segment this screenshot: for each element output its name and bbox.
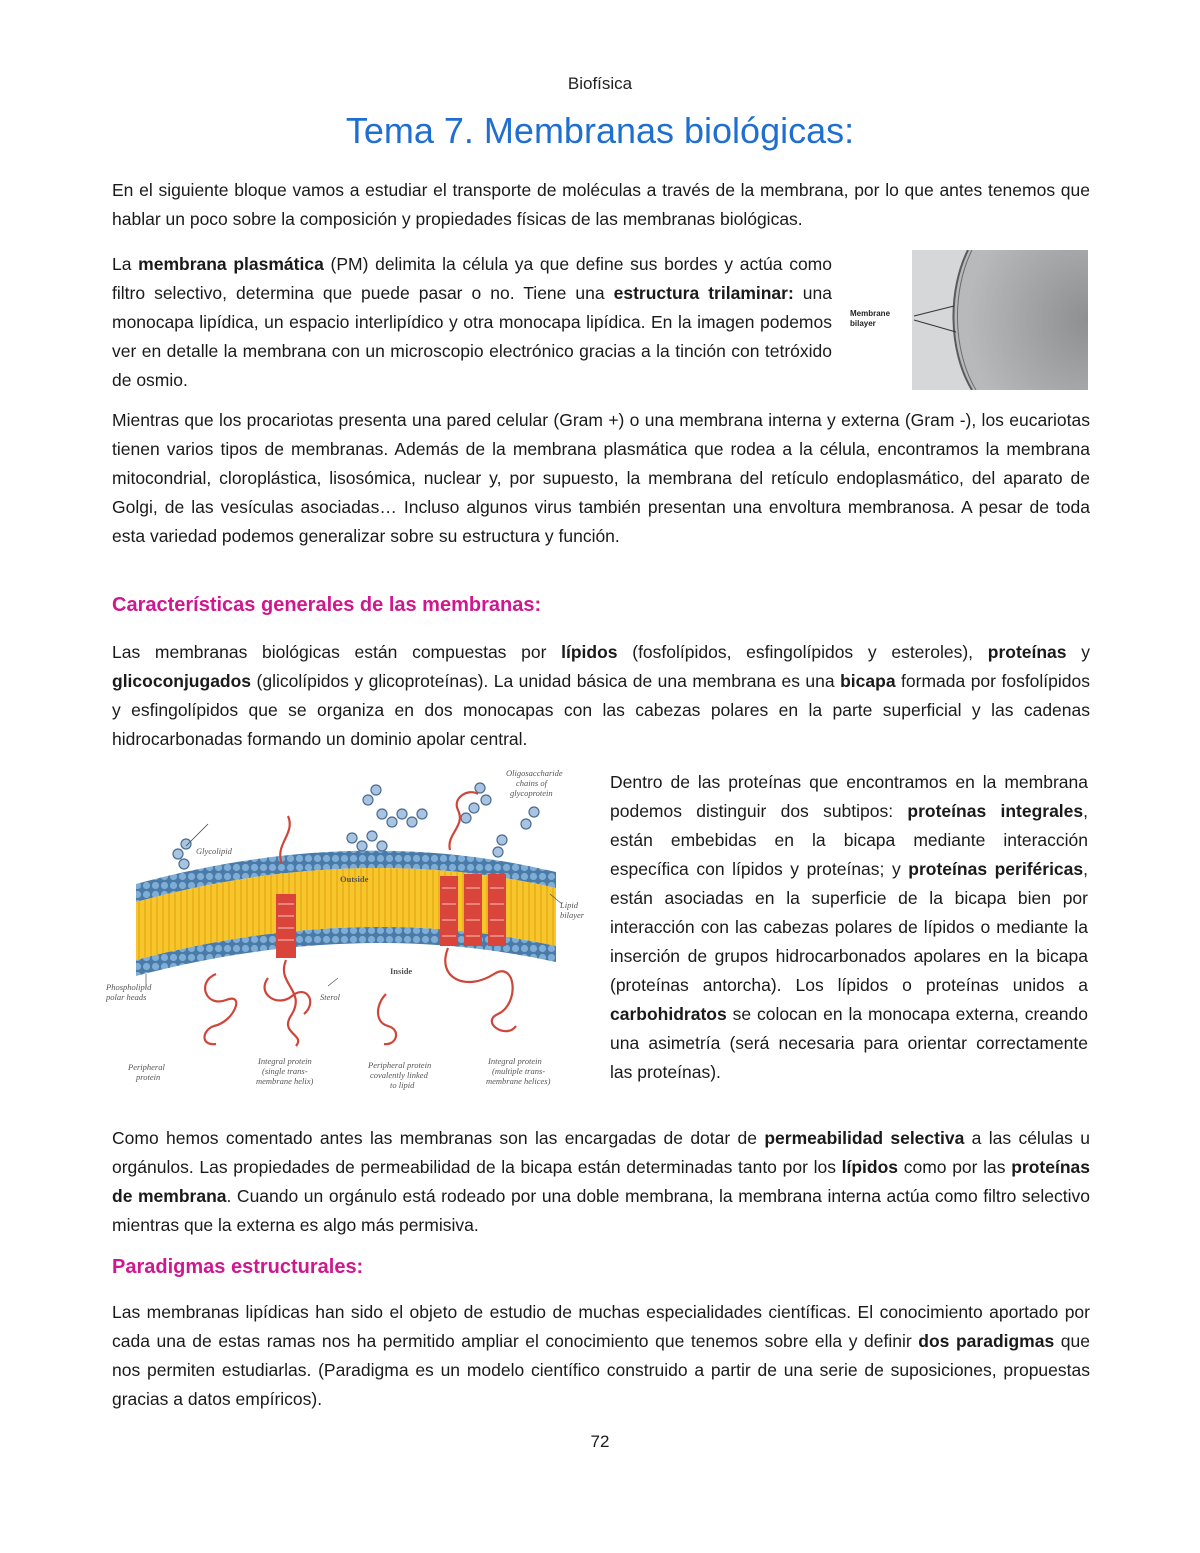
bold-term: glicoconjugados <box>112 671 252 691</box>
diagram-label: Integral protein <box>488 1056 542 1066</box>
bold-term: carbohidratos <box>610 1004 727 1024</box>
diagram-label: Inside <box>390 966 413 976</box>
section-heading: Paradigmas estructurales: <box>112 1256 364 1278</box>
diagram-label: bilayer <box>560 910 585 920</box>
diagram-label: (multiple trans- <box>492 1066 546 1076</box>
diagram-label: chains of <box>516 778 547 788</box>
page-title: Tema 7. Membranas biológicas: <box>345 110 855 151</box>
bold-term: permeabilidad selectiva <box>764 1128 965 1148</box>
diagram-label: Peripheral protein <box>368 1060 432 1070</box>
section-heading: Características generales de las membranas: <box>112 594 542 616</box>
bold-term: proteínas <box>987 642 1067 662</box>
bold-term: bicapa <box>840 671 896 691</box>
bold-term: proteínas periféricas <box>908 859 1084 879</box>
membrane-diagram <box>106 764 594 1104</box>
bold-term: lípidos <box>841 1157 899 1177</box>
membrane-micrograph <box>850 250 1088 390</box>
composition-paragraph: Las membranas biológicas están compuestas por lípidos (fosfolípidos, esfingolípidos y esteroles), proteínas y glicoconjugados (glicolípidos y glicoproteínas). La unidad básica de una membrana es una bicapa formada por fosfolípidos y esfingolípidos que se organiza en dos monocapas con las cabezas polares en la parte superficial y las cadenas hidrocarbonadas formando un dominio apolar central. <box>112 642 1090 749</box>
diagram-label: to lipid <box>390 1080 415 1090</box>
membrane-types-paragraph: Mientras que los procariotas presenta una pared celular (Gram +) o una membrana interna y externa (Gram -), los eucariotas tienen varios tipos de membranas. Además de la membrana plasmática que rodea a la célula, encontramos la membrana mitocondrial, cloroplástica, lisosómica, nuclear y, por supuesto, la membrana del retículo endoplasmático, del aparato de Golgi, de las vesículas asociadas… Incluso algunos virus también presentan una envoltura membranosa. A pesar de toda esta variedad podemos generalizar sobre su estructura y función. <box>112 410 1090 546</box>
proteins-paragraph: Dentro de las proteínas que encontramos en la membrana podemos distinguir dos subtipos: proteínas integrales, están embebidas en la bicapa mediante interacción específica con lípidos y proteínas; y proteínas periféricas, están asociadas en la superficie de la bicapa bien por interacción con las cabezas polares de lípidos o mediante la inserción de grupos hidrocarbonados apolares en la bicapa (proteínas antorcha). Los lípidos o proteínas unidos a carbohidratos se colocan en la monocapa externa, creando una asimetría (será necesaria para orientar correctamente las proteínas). <box>610 772 1089 1082</box>
bold-term: lípidos <box>561 642 618 662</box>
diagram-label: Lipid <box>560 900 578 910</box>
bold-term: proteínas de membrana <box>112 1157 1091 1206</box>
bold-term: membrana plasmática <box>138 254 324 274</box>
micrograph-label: bilayer <box>850 319 876 328</box>
bold-term: estructura trilaminar: <box>613 283 794 303</box>
diagram-label: membrane helices) <box>486 1076 551 1086</box>
diagram-label: membrane helix) <box>256 1076 314 1086</box>
page-number: 72 <box>590 1432 610 1451</box>
plasma-membrane-paragraph: La membrana plasmática (PM) delimita la célula ya que define sus bordes y actúa como filtro selectivo, determina que puede pasar o no. Tiene una estructura trilaminar: una monocapa lipídica, un espacio interlipídico y otra monocapa lipídica. En la imagen podemos ver en detalle la membrana con un microscopio electrónico gracias a la tinción con tetróxido de osmio. <box>112 254 833 390</box>
diagram-label: Outside <box>340 874 369 884</box>
paradigms-paragraph: Las membranas lipídicas han sido el objeto de estudio de muchas especialidades científicas. El conocimiento aportado por cada una de estas ramas nos ha permitido ampliar el conocimiento que tenemos sobre ella y definir dos paradigmas que nos permiten estudiarlas. (Paradigma es un modelo científico construido a partir de una serie de suposiciones, propuestas gracias a datos empíricos). <box>112 1302 1090 1409</box>
diagram-label: protein <box>136 1072 161 1082</box>
micrograph-label: Membrane <box>850 309 891 318</box>
diagram-label: polar heads <box>106 992 147 1002</box>
bold-term: proteínas integrales <box>907 801 1084 821</box>
diagram-label: covalently linked <box>370 1070 428 1080</box>
diagram-label: Peripheral <box>128 1062 165 1072</box>
permeability-paragraph: Como hemos comentado antes las membranas son las encargadas de dotar de permeabilidad selectiva a las células u orgánulos. Las propiedades de permeabilidad de la bicapa están determinadas tanto por los lípidos como por las proteínas de membrana. Cuando un orgánulo está rodeado por una doble membrana, la membrana interna actúa como filtro selectivo mientras que la externa es algo más permisiva. <box>112 1128 1091 1235</box>
diagram-label: Integral protein <box>258 1056 312 1066</box>
diagram-label: Sterol <box>320 992 340 1002</box>
diagram-label: (single trans- <box>262 1066 308 1076</box>
page-header: Biofísica <box>567 74 633 93</box>
diagram-label: Oligosaccharide <box>506 768 563 778</box>
diagram-label: Glycolipid <box>196 846 232 856</box>
diagram-label: Phospholipid <box>106 982 152 992</box>
intro-paragraph: En el siguiente bloque vamos a estudiar el transporte de moléculas a través de la membrana, por lo que antes tenemos que hablar un poco sobre la composición y propiedades físicas de las membranas biológicas. <box>112 180 1090 229</box>
diagram-label: glycoprotein <box>510 788 553 798</box>
bold-term: dos paradigmas <box>918 1331 1055 1351</box>
